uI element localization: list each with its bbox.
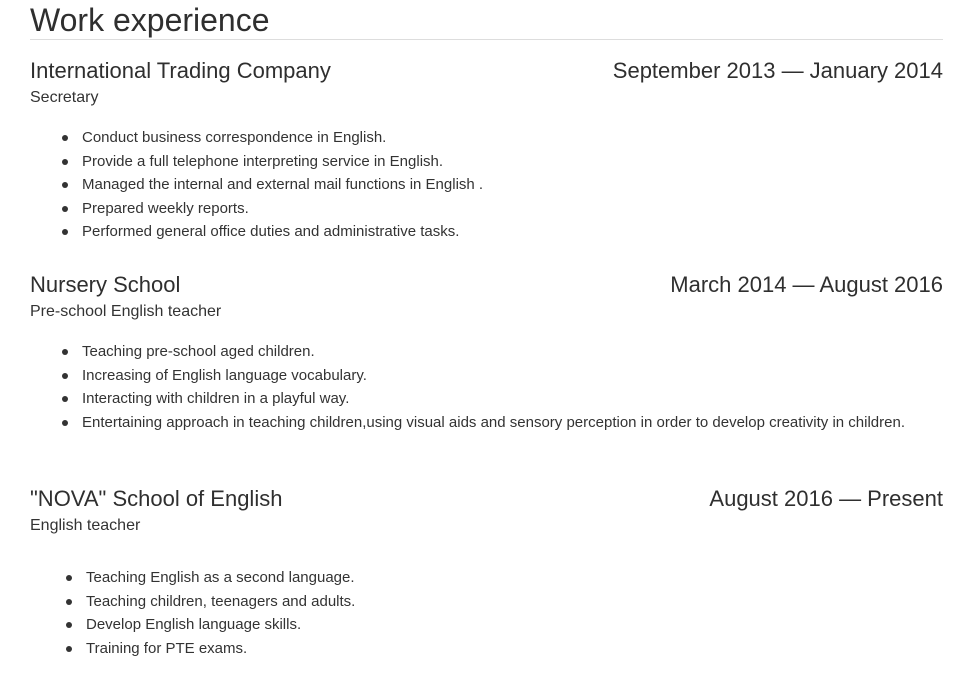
job-header [30, 57, 943, 85]
duties-list [30, 566, 943, 660]
duty-item: Training for PTE exams. [30, 637, 943, 661]
duty-item: Entertaining approach in teaching children,using visual aids and sensory perception in order to develop creativity in children. [30, 411, 943, 435]
section-title: Work experience [30, 1, 943, 40]
job-role: Pre-school English teacher [30, 303, 222, 320]
duty-item: Teaching pre-school aged children. [30, 340, 943, 364]
duty-item: Prepared weekly reports. [30, 197, 943, 221]
job-entry [30, 57, 943, 244]
company-name: International Trading Company [30, 58, 331, 83]
duties-list [30, 340, 943, 434]
duty-item: Develop English language skills. [30, 613, 943, 637]
employment-dates: August 2016 — Present [709, 486, 943, 511]
duty-item: Provide a full telephone interpreting service in English. [30, 150, 943, 174]
job-entry [30, 485, 943, 660]
job-role: Secretary [30, 89, 99, 106]
employment-dates: September 2013 — January 2014 [612, 58, 943, 83]
duty-item: Increasing of English language vocabulary. [30, 364, 943, 388]
duty-item: Interacting with children in a playful way. [30, 387, 943, 411]
duty-item: Teaching English as a second language. [30, 566, 943, 590]
duty-item: Managed the internal and external mail functions in English . [30, 173, 943, 197]
company-name: Nursery School [30, 272, 181, 297]
duty-item: Teaching children, teenagers and adults. [30, 590, 943, 614]
duty-item: Conduct business correspondence in English. [30, 126, 943, 150]
employment-dates: March 2014 — August 2016 [670, 272, 943, 297]
duties-list [30, 126, 943, 244]
duty-item: Performed general office duties and administrative tasks. [30, 220, 943, 244]
job-header [30, 485, 943, 513]
job-role: English teacher [30, 517, 141, 534]
job-entry [30, 271, 943, 434]
job-header [30, 271, 943, 299]
company-name: "NOVA" School of English [30, 486, 283, 511]
